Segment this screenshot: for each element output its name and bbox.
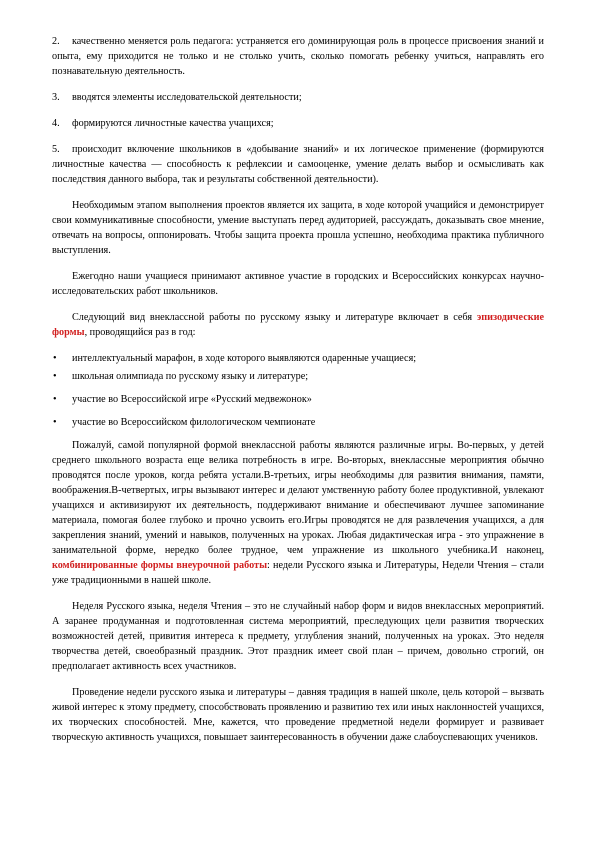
list-item-text: школьная олимпиада по русскому языку и литературе; [72,371,309,382]
text-segment: , проводящийся раз в год: [84,327,196,338]
bullet-icon: • [53,353,57,364]
list-item-text: участие во Всероссийской игре «Русский медвежонок» [72,394,312,405]
list-item-text: интеллектуальный марафон, в ходе которого выявляются одаренные учащиеся; [72,353,417,364]
item-number: 3. [52,92,60,103]
text-segment: : недели Русского языка и Литературы, Недели Чтения – стали уже традиционными в нашей школе. [52,560,545,586]
item-text: вводятся элементы исследовательской деятельности; [72,92,302,103]
bullet-icon: • [53,371,57,382]
bullet-list [52,351,544,430]
text-segment: Следующий вид внеклассной работы по русскому языку и литературе включает в себя [72,312,477,323]
item-text: качественно меняется роль педагога: устраняется его доминирующая роль в процессе присвоения знаний и опыта, ему приходится не только и не столько учить, сколько помогать ребенку учиться, направлять его познавательную деятельность. [52,36,544,77]
paragraph-games [52,438,544,588]
paragraph-tradition: Проведение недели русского языка и литературы – давняя традиция в нашей школе, цель которой – вызвать живой интерес к этому предмету, способствовать проявлению и развитию тех или иных наклонностей учащихся, их творческих способностей. Мне, кажется, что проведение предметной недели формирует и развивает творческую активность учащихся, повышает заинтересованность в обучении даже слабоуспевающих учеников. [52,687,544,743]
item-text: происходит включение школьников в «добывание знаний» и их логическое применение (формируются личностные качества — способность к рефлексии и самооценке, умение делать выбор и осмысливать как последствия данного выбора, так и результаты собственной деятельности). [52,144,544,185]
numbered-item-5 [52,142,544,187]
list-item [52,351,544,366]
bullet-icon: • [53,417,57,428]
numbered-item-3 [52,90,544,105]
list-item [52,369,544,384]
bullet-icon: • [53,394,57,405]
highlighted-term: эпизодические формы [52,312,544,338]
paragraph-episodic-forms [52,310,544,340]
list-item-text: участие во Всероссийском филологическом чемпионате [72,417,316,428]
text-segment: Пожалуй, самой популярной формой внеклассной работы являются различные игры. Во-первых, у детей среднего школьного возраста еще велика потребность в игре. Во-вторых, внеклассные мероприятия обычно проводятся после уроков, когда ребята устали.В-третьих, игры необходимы для развития внимания, памяти, воображения.В-четвертых, игры вызывают интерес и делают умственную работу более продуктивной, увлекают учащихся и активизируют их деятельность, поддерживают внимание и обеспечивают лучшее запоминание материала, помогая более глубоко и прочно усвоить его.Игры проводятся не для развлечения учащихся, а для закрепления знаний, умений и навыков, полученных на уроках. Любая дидактическая игра - это упражнение в занимательной форме, нередко более трудное, чем упражнение из школьного учебника.И наконец, [52,440,544,556]
paragraph-annual-contests: Ежегодно наши учащиеся принимают активное участие в городских и Всероссийских конкурсах научно-исследовательских работ школьников. [52,271,544,297]
list-item [52,415,544,430]
item-number: 4. [52,118,60,129]
item-text: формируются личностные качества учащихся; [72,118,274,129]
item-number: 5. [52,144,60,155]
highlighted-term: комбинированные формы внеурочной работы [52,560,268,571]
numbered-item-4 [52,116,544,131]
item-number: 2. [52,36,60,47]
list-item [52,392,544,407]
paragraph-subject-week: Неделя Русского языка, неделя Чтения – это не случайный набор форм и видов внеклассных мероприятий. А заранее продуманная и подготовленная система мероприятий, преследующих цели развития творческих возможностей детей, привития интереса к предмету, углубления знаний, полученных на уроках. Это неделя творчества детей, своеобразный праздник. Этот праздник имеет свой план – причем, довольно строгий, он предполагает активность всех участников. [52,601,544,672]
paragraph-project-defense: Необходимым этапом выполнения проектов является их защита, в ходе которой учащийся и демонстрирует свои коммуникативные способности, умение выступать перед аудиторией, рассуждать, доказывать свое мнение, отвечать на вопросы, оппонировать. Чтобы защита проекта прошла успешно, необходима практика публичного выступления. [52,200,544,256]
numbered-item-2 [52,34,544,79]
document-page [52,34,544,756]
